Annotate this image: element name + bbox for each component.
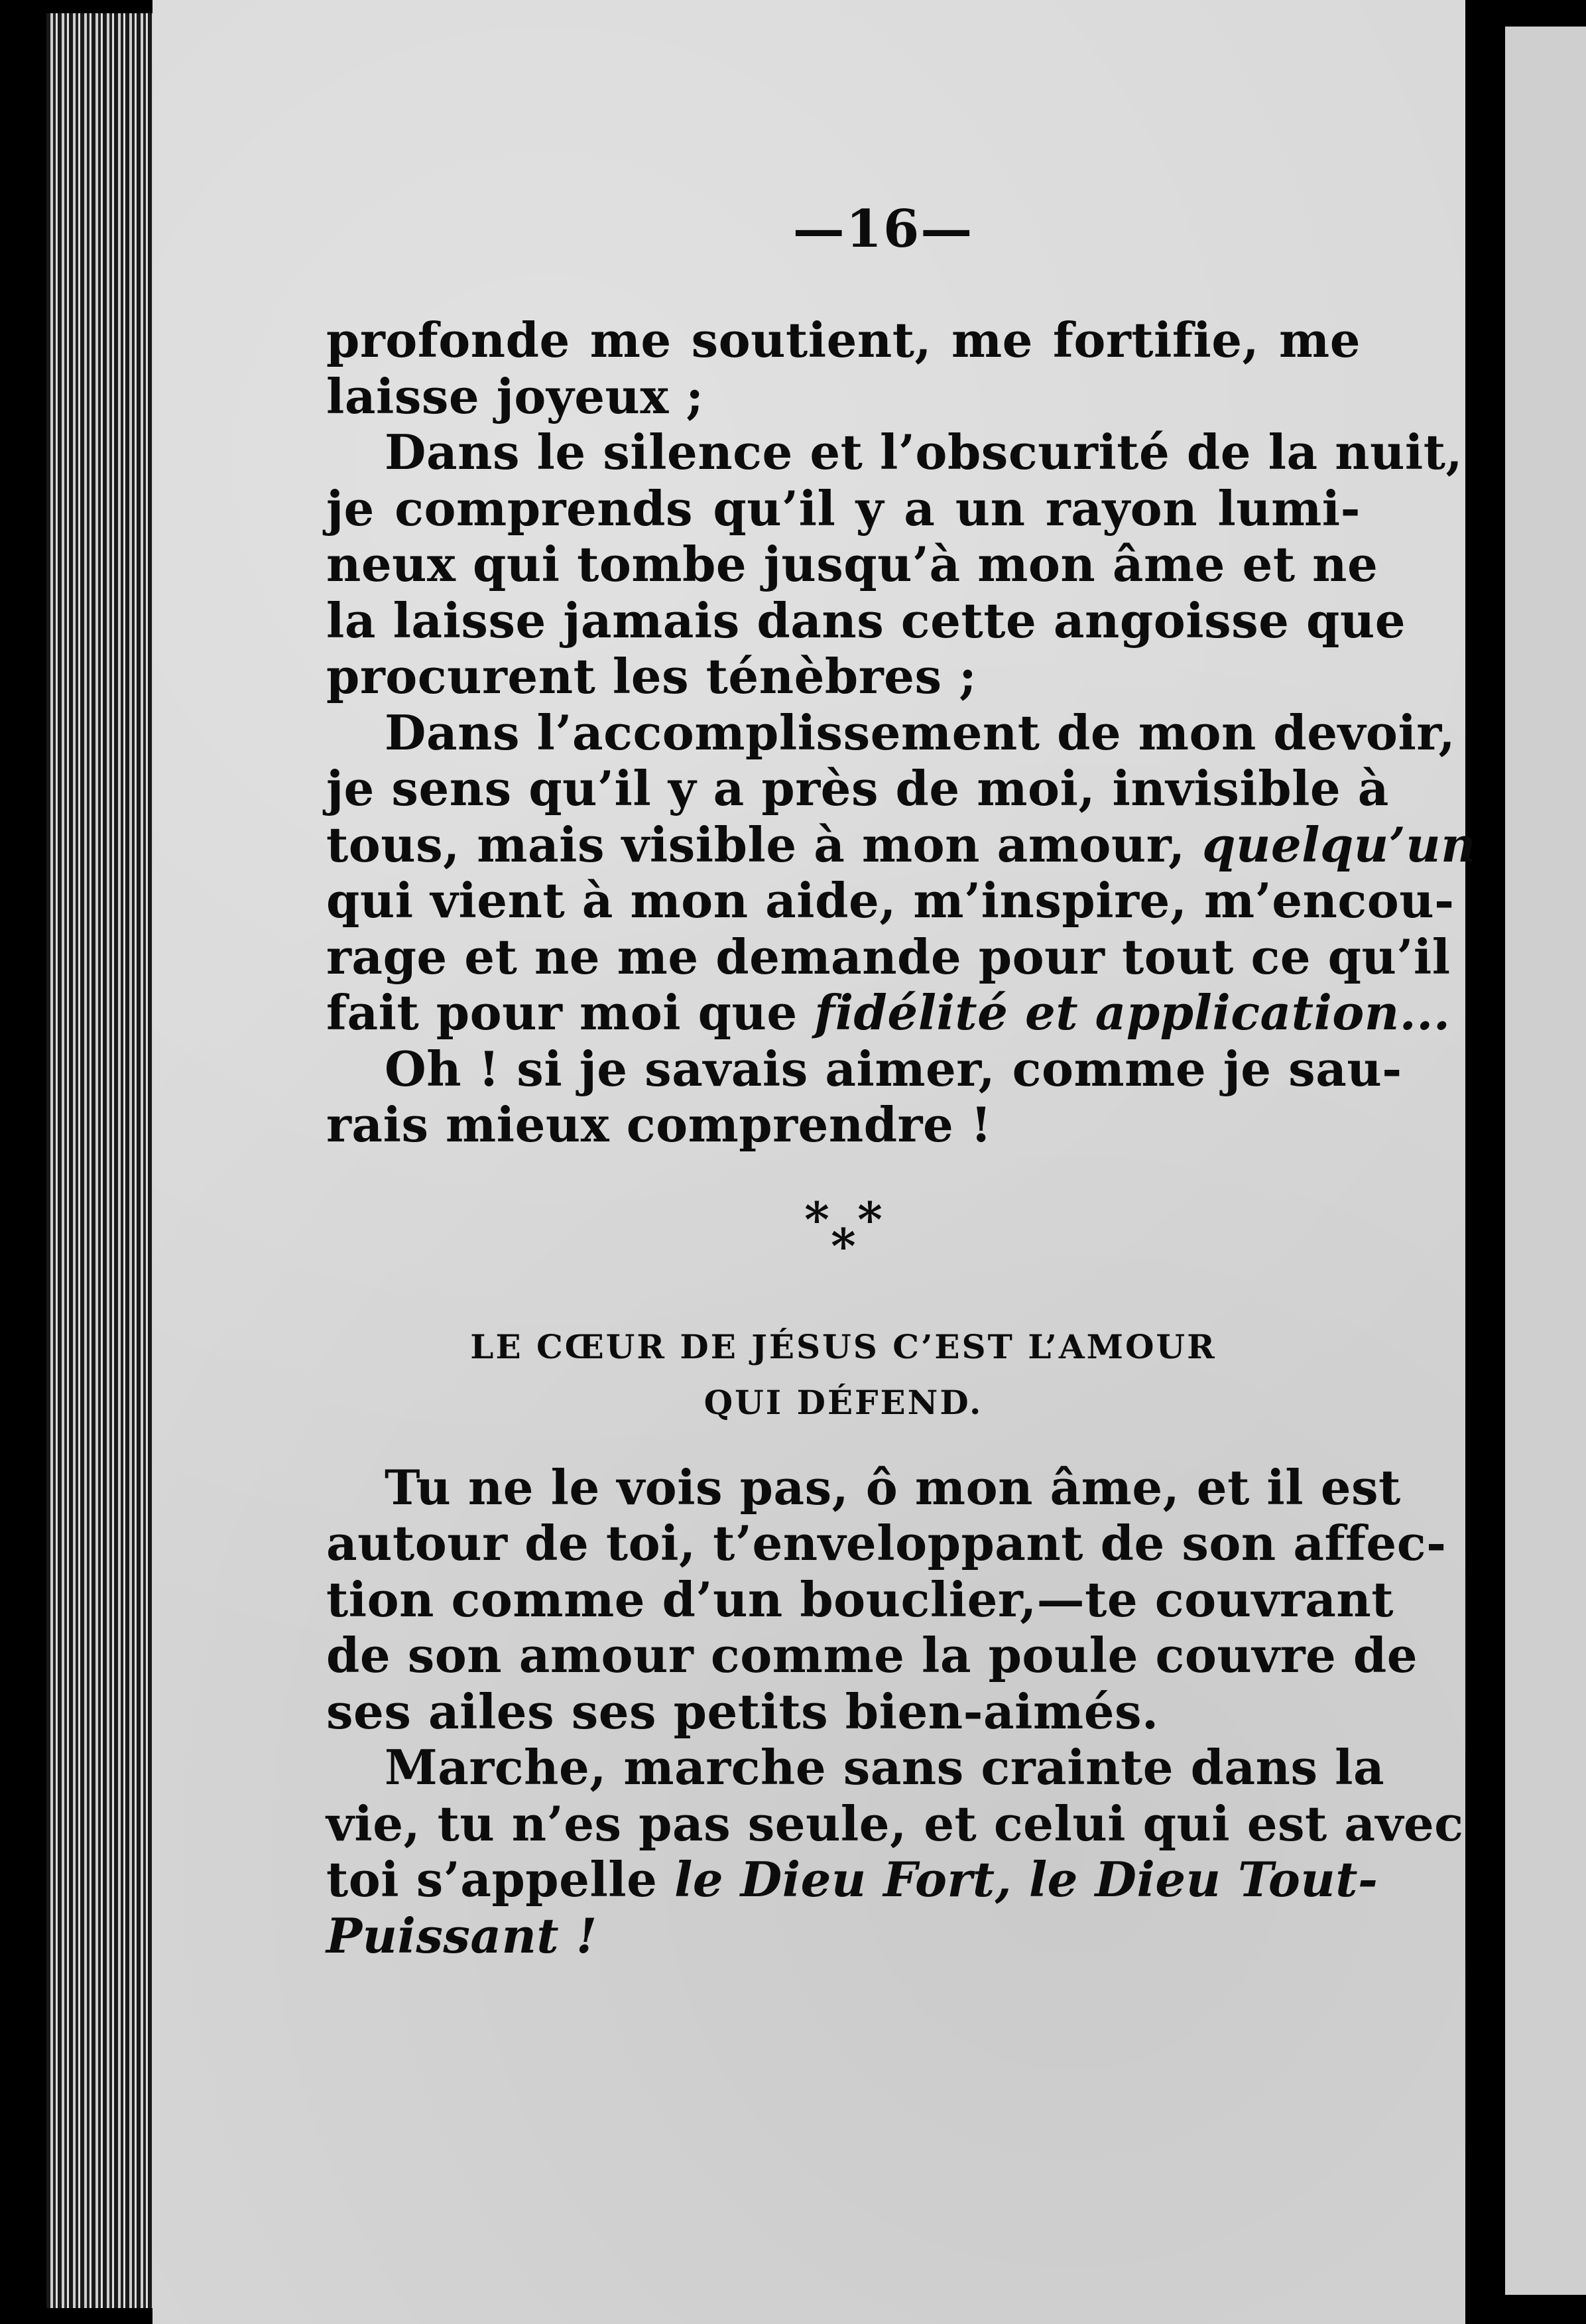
text-line [326,1908,1361,1965]
paragraph-5 [326,1458,1447,1740]
text-line: procurent les ténèbres ; [326,648,977,704]
text-line: profonde me soutient, me fortifie, me [326,312,1361,368]
text-line: tion comme d’un bouclier,—te couvrant [326,1571,1394,1628]
italic-segment: fidélité et application... [814,984,1451,1041]
text-line: rais mieux comprendre ! [326,1096,992,1153]
text-line: autour de toi, t’enveloppant de son affec- [326,1515,1447,1571]
italic-segment: Puissant ! [326,1907,597,1964]
italic-segment: quelqu’un [1202,816,1476,873]
text-line: je comprends qu’il y a un rayon lumi- [326,480,1361,537]
text-segment: tous, mais visible à mon amour, [326,816,1186,873]
text-line: je sens qu’il y a près de moi, invisible à [326,760,1389,816]
book-page-edges [46,13,159,2308]
text-block [326,199,1476,1964]
asterism-star: * [831,1217,856,1274]
text-line: Marche, marche sans crainte dans la [385,1739,1385,1795]
asterism-star: * [857,1191,883,1248]
gutter-shadow [1465,0,1505,2324]
text-line: Dans le silence et l’obscurité de la nuit, [385,424,1463,480]
heading-line-1: LE CŒUR DE JÉSUS C’EST L’AMOUR [470,1326,1217,1366]
text-line: neux qui tombe jusqu’à mon âme et ne [326,536,1378,592]
paragraph-3 [326,704,1476,1041]
text-line [326,1851,1378,1908]
paragraph-4 [326,1040,1402,1153]
paragraph-2 [326,424,1463,705]
text-line: qui vient à mon aide, m’inspire, m’encou- [326,872,1455,929]
text-line [326,984,1451,1041]
paragraph-6 [326,1739,1464,1964]
text-line: ses ailes ses petits bien-aimés. [326,1683,1159,1740]
text-segment: toi s’appelle [326,1851,658,1907]
italic-segment: le Dieu Fort, le Dieu Tout- [674,1851,1378,1907]
text-line [326,816,1476,873]
text-line: vie, tu n’es pas seule, et celui qui est avec [326,1795,1464,1852]
text-line: laisse joyeux ; [326,367,704,424]
section-heading [326,1319,1361,1431]
page-number: —16— [792,199,974,259]
heading-line-2: QUI DÉFEND. [703,1382,983,1422]
text-line: rage et ne me demande pour tout ce qu’il [326,928,1451,985]
text-line: de son amour comme la poule couvre de [326,1627,1418,1683]
text-line: Oh ! si je savais aimer, comme je sau- [385,1040,1402,1097]
asterism-star: * [804,1191,829,1248]
text-line: la laisse jamais dans cette angoisse que [326,592,1406,649]
text-line: Tu ne le vois pas, ô mon âme, et il est [385,1458,1401,1516]
paragraph-1 [326,312,1361,424]
text-segment: fait pour moi que [326,984,798,1041]
text-line: Dans l’accomplissement de mon devoir, [385,704,1456,761]
asterism [326,1191,1361,1274]
facing-page-edge [1505,27,1586,2295]
